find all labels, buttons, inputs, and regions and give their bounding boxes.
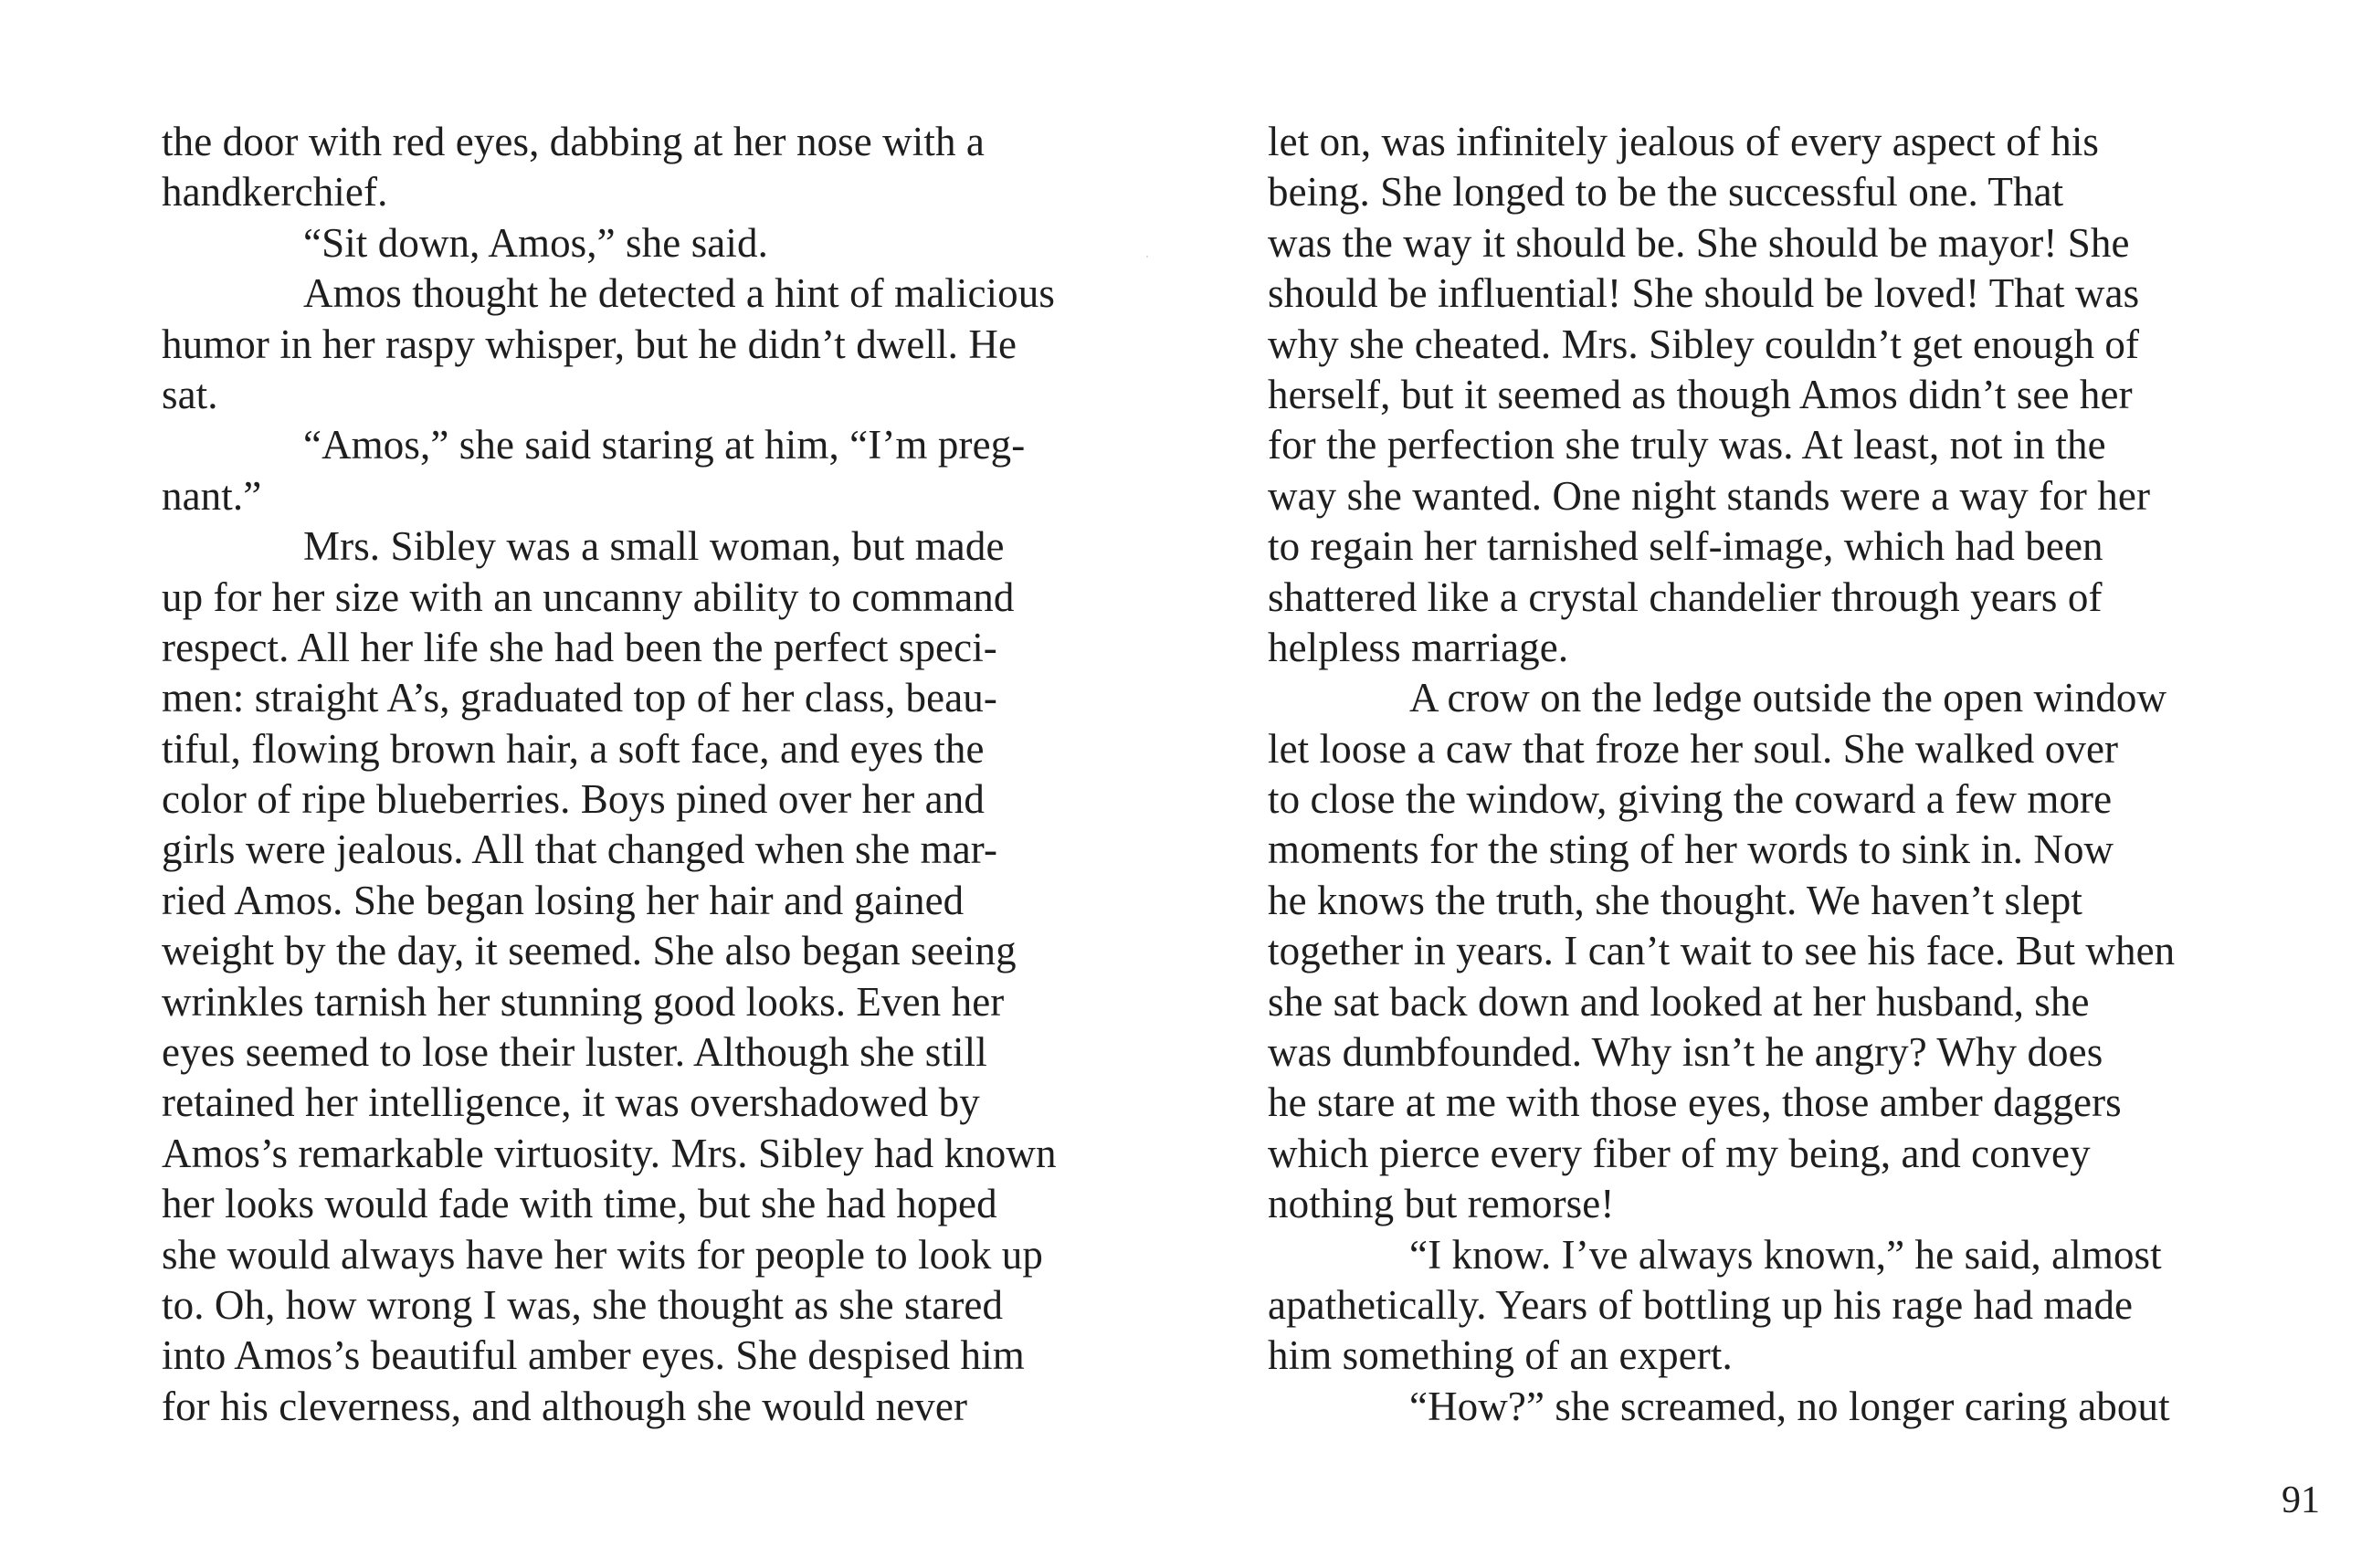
text-line: way she wanted. One night stands were a way for her xyxy=(1268,472,2151,519)
text-line: wrinkles tarnish her stunning good looks. Even her xyxy=(162,978,1005,1025)
text-line: shattered like a crystal chandelier through years of xyxy=(1268,574,2103,620)
text-line: into Amos’s beautiful amber eyes. She despised him xyxy=(162,1332,1025,1379)
text-line: the door with red eyes, dabbing at her nose with a xyxy=(162,119,986,164)
text-line: retained her intelligence, it was overshadowed by xyxy=(162,1079,980,1126)
paper-speck xyxy=(1146,256,1148,258)
text-line: eyes seemed to lose their luster. Although she still xyxy=(162,1029,987,1076)
text-line: to regain her tarnished self-image, which had been xyxy=(1268,523,2103,570)
text-line: up for her size with an uncanny ability to command xyxy=(162,574,1015,620)
text-line: was the way it should be. She should be mayor! She xyxy=(1268,219,2130,266)
text-line: why she cheated. Mrs. Sibley couldn’t get enough of xyxy=(1268,321,2140,367)
text-line: he knows the truth, she thought. We haven’t slept xyxy=(1268,877,2082,923)
text-line: moments for the sting of her words to sink in. Now xyxy=(1268,826,2114,873)
text-line: she would always have her wits for people to look up xyxy=(162,1231,1043,1278)
text-line: helpless marriage. xyxy=(1268,624,1569,670)
text-line: he stare at me with those eyes, those amber daggers xyxy=(1268,1079,2122,1126)
text-line: to. Oh, how wrong I was, she thought as she stared xyxy=(162,1281,1004,1328)
text-line: “Amos,” she said staring at him, “I’m preg- xyxy=(303,422,1026,468)
text-line: let loose a caw that froze her soul. She walked over xyxy=(1268,725,2119,772)
text-line: girls were jealous. All that changed when she mar- xyxy=(162,826,998,873)
text-line: humor in her raspy whisper, but he didn’t dwell. He xyxy=(162,321,1017,367)
right-text-column xyxy=(1268,117,2245,1432)
text-line: herself, but it seemed as though Amos didn’t see her xyxy=(1268,371,2133,417)
text-line: Amos thought he detected a hint of malicious xyxy=(303,270,1055,317)
text-line: respect. All her life she had been the perfect speci- xyxy=(162,624,997,670)
text-line: sat. xyxy=(162,371,218,417)
text-line: “I know. I’ve always known,” he said, almost xyxy=(1409,1231,2162,1278)
text-line: him something of an expert. xyxy=(1268,1332,1733,1379)
text-line: should be influential! She should be loved! That was xyxy=(1268,270,2140,317)
text-line: Amos’s remarkable virtuosity. Mrs. Sibley had known xyxy=(162,1130,1057,1176)
text-line: tiful, flowing brown hair, a soft face, and eyes the xyxy=(162,725,985,772)
text-line: handkerchief. xyxy=(162,169,388,216)
page-number: 91 xyxy=(2282,1479,2320,1521)
text-line: to close the window, giving the coward a few more xyxy=(1268,776,2113,823)
text-line: “Sit down, Amos,” she said. xyxy=(303,219,768,266)
text-line: Mrs. Sibley was a small woman, but made xyxy=(303,523,1005,570)
text-line: being. She longed to be the successful one. That xyxy=(1268,169,2064,216)
text-line: men: straight A’s, graduated top of her class, beau- xyxy=(162,675,997,721)
text-line: “How?” she screamed, no longer caring about xyxy=(1409,1383,2170,1429)
left-text-column xyxy=(162,117,1139,1432)
text-line: nothing but remorse! xyxy=(1268,1181,1615,1227)
text-line: for his cleverness, and although she would never xyxy=(162,1383,968,1429)
text-line: ried Amos. She began losing her hair and gained xyxy=(162,877,965,923)
text-line: together in years. I can’t wait to see his face. But when xyxy=(1268,928,2176,974)
text-line: which pierce every fiber of my being, and convey xyxy=(1268,1130,2091,1176)
text-line: apathetically. Years of bottling up his rage had made xyxy=(1268,1281,2134,1328)
text-line: her looks would fade with time, but she had hoped xyxy=(162,1181,997,1227)
text-line: was dumbfounded. Why isn’t he angry? Why does xyxy=(1268,1029,2103,1076)
text-line: nant.” xyxy=(162,472,262,519)
text-line: A crow on the ledge outside the open window xyxy=(1409,675,2167,721)
text-line: for the perfection she truly was. At least, not in the xyxy=(1268,422,2106,468)
text-line: color of ripe blueberries. Boys pined over her and xyxy=(162,776,985,823)
text-line: let on, was infinitely jealous of every aspect of his xyxy=(1268,119,2100,164)
text-line: she sat back down and looked at her husband, she xyxy=(1268,978,2090,1025)
text-line: weight by the day, it seemed. She also began seeing xyxy=(162,928,1017,974)
